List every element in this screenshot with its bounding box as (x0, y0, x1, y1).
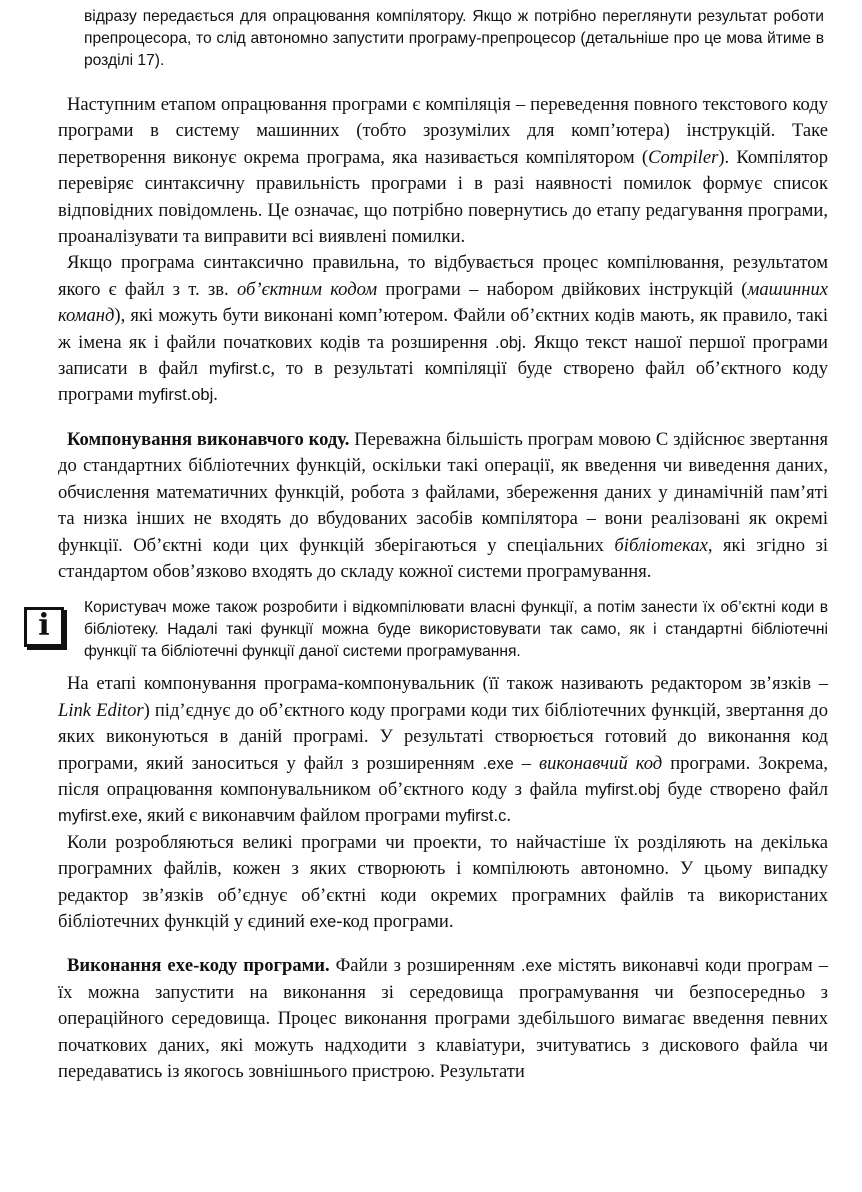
paragraph-object-code: Якщо програма синтаксично правильна, то відбувається процес компілювання, результатом якого є файл з т. зв. об’єктним кодом програми – набором двійкових інструкцій (машинних команд), які можуть бути виконані комп’ютером. Файли об’єктних кодів мають, як правило, такі ж імена як і файли початкових кодів та розширення .obj. Якщо текст нашої першої програми записати в файл myfirst.c, то в результаті компіляції буде створено файл об’єктного коду програми myfirst.obj. (58, 252, 828, 406)
paragraph-linking: Компонування виконавчого коду. Переважна більшість програм мовою С здійснює звертання до стандартних бібліотечних функцій, оскільки такі операції, як введення чи виведення даних, обчислення математичних функцій, робота з файлами, збереження даних у динамічній пам’яті та низка інших не входять до вбудованих засобів компілятора – вони реалізовані як окремі функції. Об’єктні коди цих функцій зберігаються у спеціальних бібліотеках, які згідно зі стандартом обов’язково входять до складу кожної системи програмування. (58, 428, 829, 582)
info-callout (22, 597, 828, 663)
section-heading-linking: Компонування виконавчого коду. (67, 428, 350, 450)
paragraph-large-projects: Коли розробляються великі програми чи проекти, то найчастіше їх розділяють на декілька програмних файлів, кожен з яких створюють і компілюють автономно. У цьому випадку редактор зв’язків об’єднує об’єктні коди окремих програмних файлів та використаних бібліотечних функцій у єдиний exe-код програми. (58, 831, 828, 932)
top-note: відразу передається для опрацювання компілятору. Якщо ж потрібно переглянути результат роботи препроцесора, то слід автономно запустити програму-препроцесор (детальніше про це мова йтиме в розділі 17). (84, 8, 824, 69)
section-heading-execution: Виконання exe-коду програми. (67, 955, 330, 977)
paragraph-execution: Виконання exe-коду програми. Файли з розширенням .exe містять виконавчі коди програм – їх можна запустити на виконання зі середовища програмування чи безпосередньо з операційного середовища. Процес виконання програми здебільшого вимагає введення певних початкових даних, які можуть надходити з клавіатури, зчитуватись з дискового файла чи передаватись із якогось зовнішнього пристрою. Результати (58, 955, 828, 1082)
paragraph-compilation: Наступним етапом опрацювання програми є компіляція – переведення повного текстового коду програми в систему машинних (тобто зрозумілих для комп’ютера) інструкцій. Таке перетворення виконує окрема програма, яка називається компілятором (Compiler). Компілятор перевіряє синтаксичну правильність програми і в разі наявності помилок формує список відповідних повідомлень. Це означає, що потрібно повернутись до етапу редагування програми, проаналізувати та виправити всі виявлені помилки. (58, 94, 828, 248)
info-icon: i (24, 607, 64, 647)
paragraph-link-editor: На етапі компонування програма-компонувальник (її також називають редактором зв’язків – Link Editor) під’єднує до об’єктного коду програми коди тих бібліотечних функцій, звертання до яких виконуються в даній програмі. У результаті створюється готовий до виконання код програми, який заноситься у файл з розширенням .exe – виконавчий код програми. Зокрема, після опрацювання компонувальником об’єктного коду з файла myfirst.obj буде створено файл myfirst.exe, який є виконавчим файлом програми myfirst.c. (58, 673, 829, 827)
info-note: Користувач може також розробити і відкомпілювати власні функції, а потім занести їх об’єктні коди в бібліотеку. Надалі такі функції можна буде використовувати так само, як і стандартні бібліотечні функції та бібліотечні функції даної системи програмування. (84, 599, 828, 661)
